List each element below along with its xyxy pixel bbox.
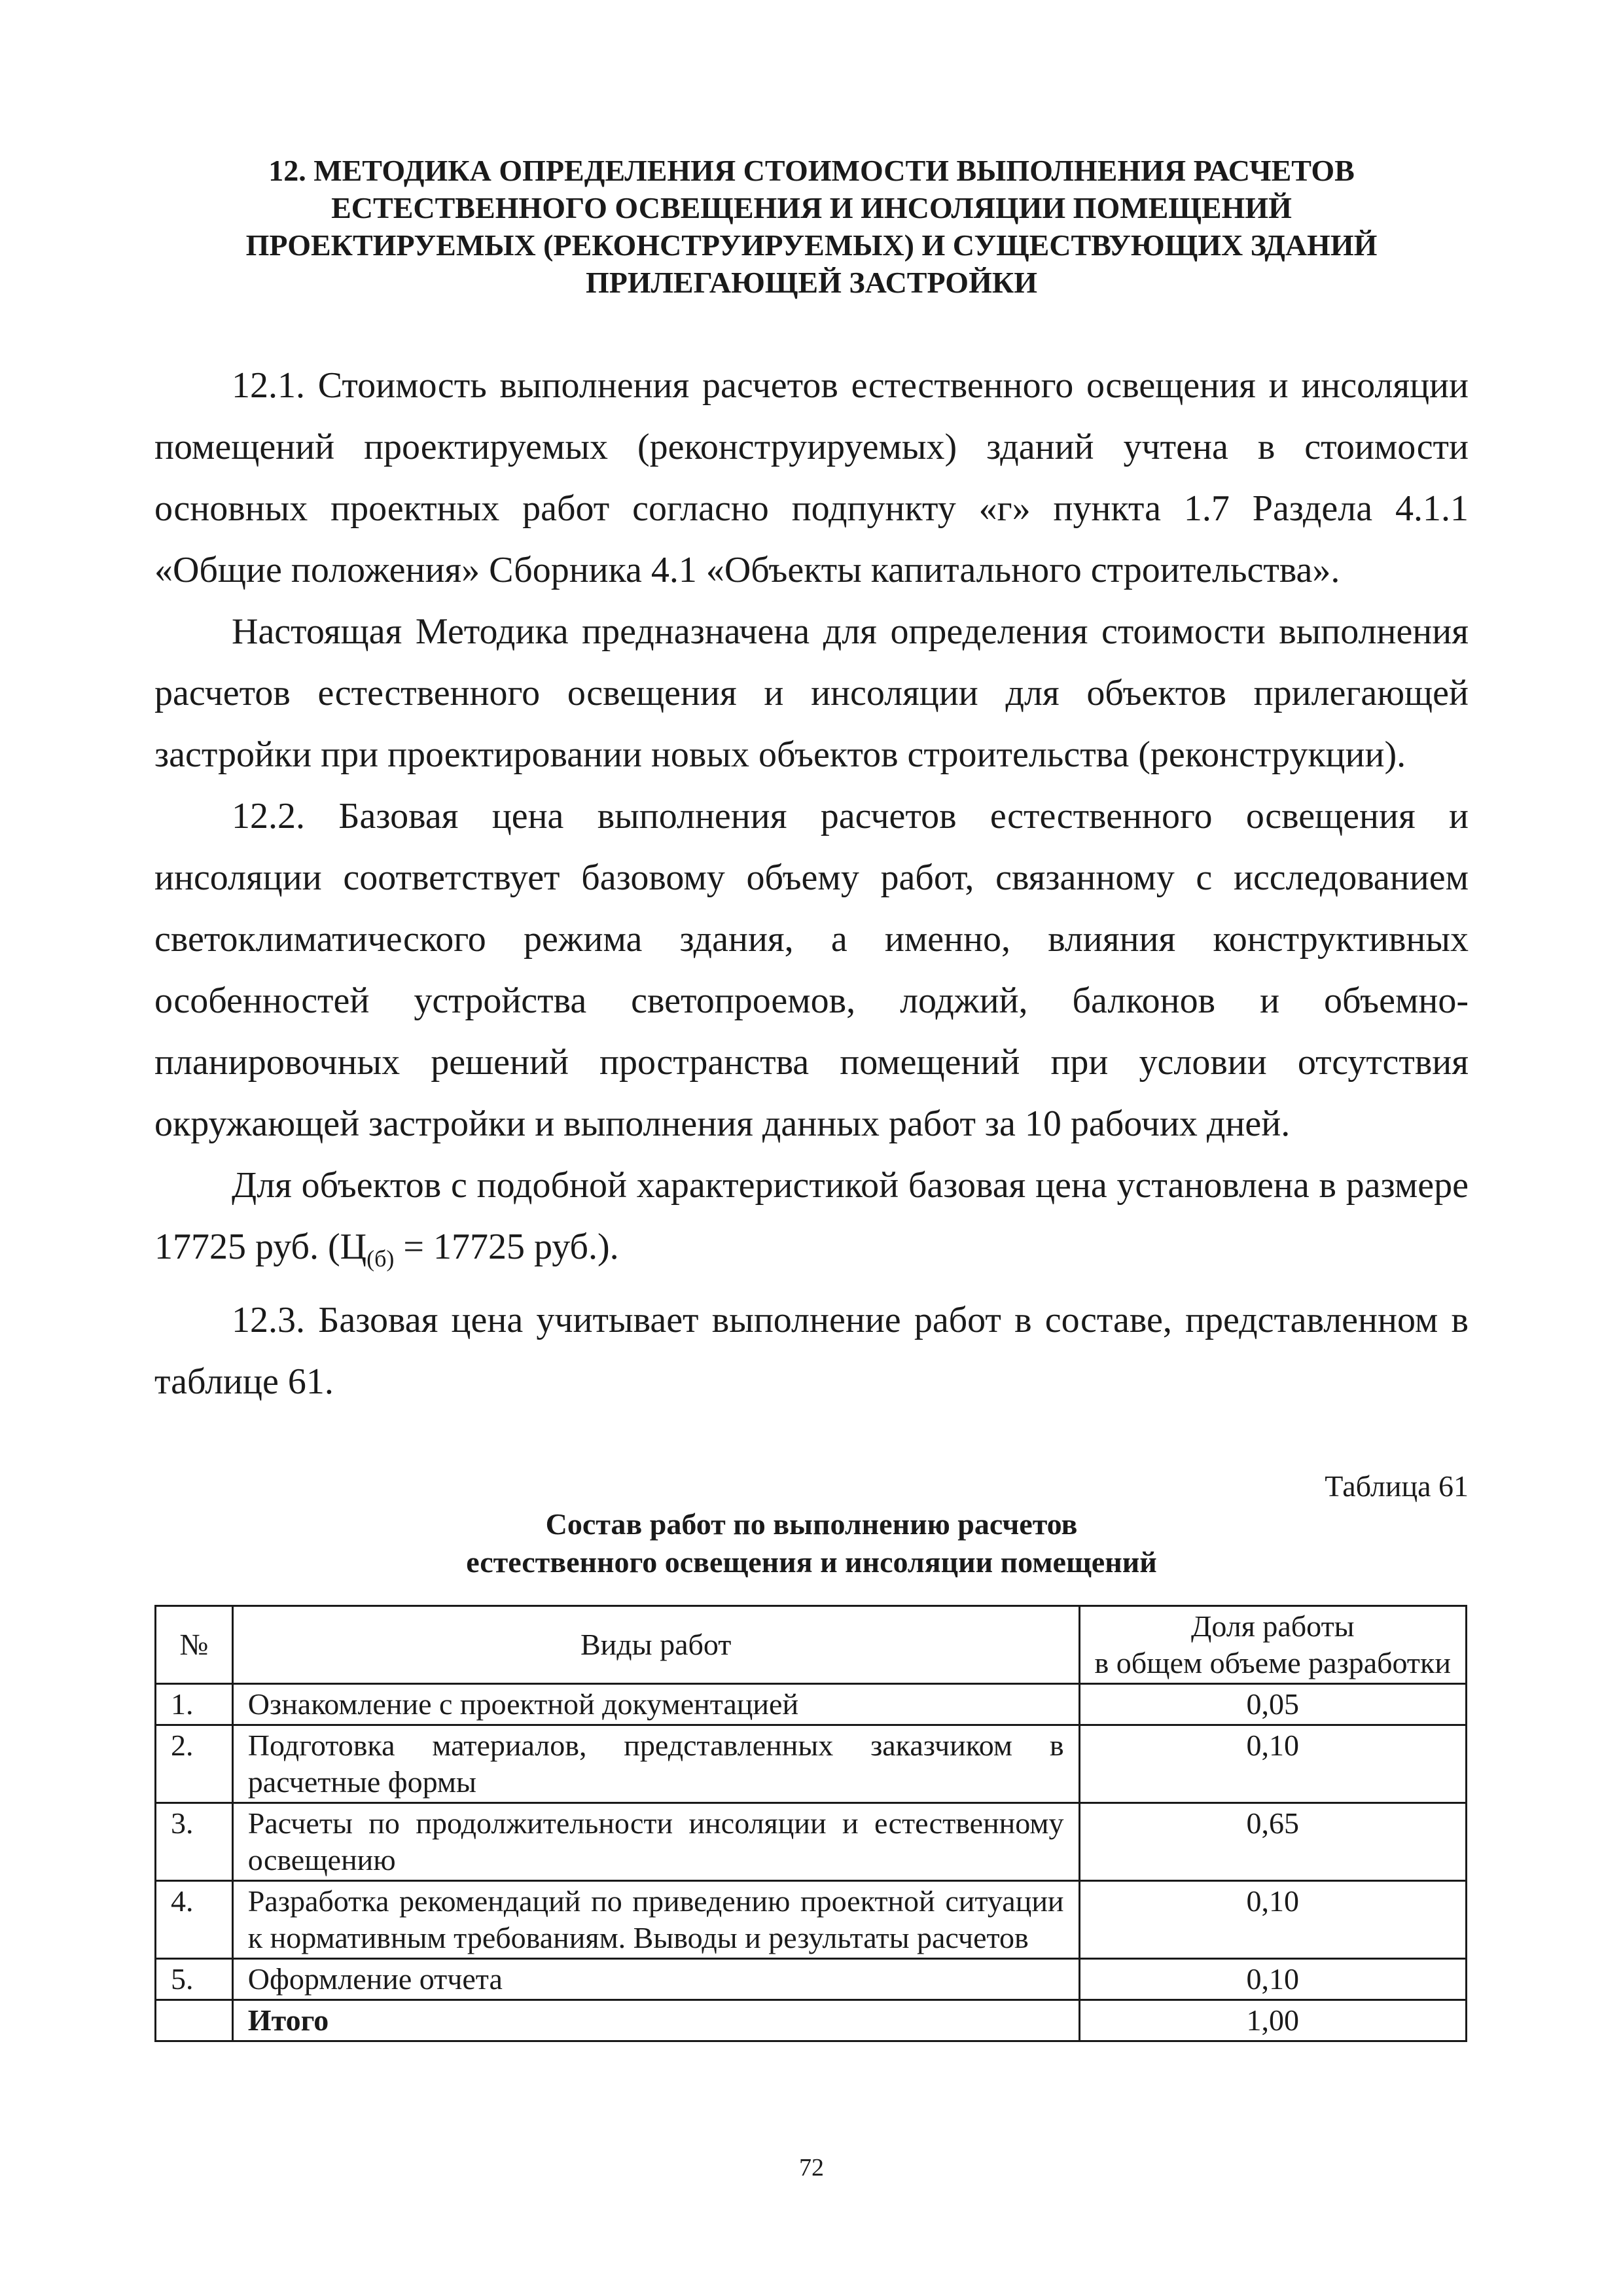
row-share: 0,05: [1079, 1684, 1466, 1725]
row-share: 0,65: [1079, 1803, 1466, 1881]
table-title-line: Состав работ по выполнению расчетов: [545, 1507, 1078, 1541]
header-share-line: в общем объеме разработки: [1094, 1646, 1451, 1679]
row-num: 2.: [156, 1725, 233, 1803]
heading-line: ПРОЕКТИРУЕМЫХ (РЕКОНСТРУИРУЕМЫХ) И СУЩЕСТВУЮЩИХ ЗДАНИЙ: [245, 228, 1378, 262]
table-row: [156, 1725, 1467, 1803]
row-work: Разработка рекомендаций по приведению проектной ситуации к нормативным требованиям. Выводы и результаты расчетов: [232, 1881, 1079, 1959]
base-price-text: Для объектов с подобной характеристикой базовая цена установлена в размере 17725 руб. (Ц: [154, 1165, 1469, 1267]
row-work: Ознакомление с проектной документацией: [232, 1684, 1079, 1725]
table-caption: [154, 1467, 1469, 1581]
table-title: [154, 1505, 1469, 1581]
total-share: 1,00: [1079, 2000, 1466, 2041]
page-number: 72: [799, 2154, 824, 2181]
row-share: 0,10: [1079, 1725, 1466, 1803]
table-row: [156, 1881, 1467, 1959]
section-heading: [154, 152, 1469, 301]
paragraph-methodology-purpose: Настоящая Методика предназначена для определения стоимости выполнения расчетов естественного освещения и инсоляции для объектов прилегающей застройки при проектировании новых объектов строительства (реконструкции).: [154, 611, 1469, 775]
base-price-subscript: (б): [366, 1246, 395, 1272]
table-row: [156, 1684, 1467, 1725]
row-num: 5.: [156, 1959, 233, 2000]
body-text: [154, 355, 1469, 1412]
paragraph-12-3: 12.3. Базовая цена учитывает выполнение работ в составе, представленном в таблице 61.: [154, 1300, 1469, 1403]
row-work: Оформление отчета: [232, 1959, 1079, 2000]
table-header-row: [156, 1606, 1467, 1684]
table-total-row: [156, 2000, 1467, 2041]
table-row: [156, 1803, 1467, 1881]
row-num: 3.: [156, 1803, 233, 1881]
total-num: [156, 2000, 233, 2041]
heading-line: ЕСТЕСТВЕННОГО ОСВЕЩЕНИЯ И ИНСОЛЯЦИИ ПОМЕЩЕНИЙ: [331, 191, 1292, 224]
table-title-line: естественного освещения и инсоляции помещений: [466, 1545, 1157, 1579]
row-share: 0,10: [1079, 1881, 1466, 1959]
row-work: Подготовка материалов, представленных заказчиком в расчетные формы: [232, 1725, 1079, 1803]
works-table: [154, 1605, 1467, 2042]
row-num: 4.: [156, 1881, 233, 1959]
paragraph-12-2: 12.2. Базовая цена выполнения расчетов естественного освещения и инсоляции соответствует базовому объему работ, связанному с исследованием светоклиматического режима здания, а именно, влияния конструктивных особенностей устройства светопроемов, лоджий, балконов и объемно-планировочных решений пространства помещений при условии отсутствия окружающей застройки и выполнения данных работ за 10 рабочих дней.: [154, 796, 1469, 1144]
total-label: Итого: [232, 2000, 1079, 2041]
row-share: 0,10: [1079, 1959, 1466, 2000]
header-work: Виды работ: [232, 1606, 1079, 1684]
heading-line: ПРИЛЕГАЮЩЕЙ ЗАСТРОЙКИ: [586, 266, 1037, 299]
base-price-value: = 17725 руб.).: [394, 1227, 619, 1267]
table-row: [156, 1959, 1467, 2000]
header-share-line: Доля работы: [1190, 1609, 1355, 1643]
table-number: Таблица 61: [1325, 1469, 1469, 1503]
row-num: 1.: [156, 1684, 233, 1725]
paragraph-12-1: 12.1. Стоимость выполнения расчетов естественного освещения и инсоляции помещений проектируемых (реконструируемых) зданий учтена в стоимости основных проектных работ согласно подпункту «г» пункта 1.7 Раздела 4.1.1 «Общие положения» Сборника 4.1 «Объекты капитального строительства».: [154, 365, 1469, 590]
header-num: №: [156, 1606, 233, 1684]
header-share: [1079, 1606, 1466, 1684]
heading-line: 12. МЕТОДИКА ОПРЕДЕЛЕНИЯ СТОИМОСТИ ВЫПОЛНЕНИЯ РАСЧЕТОВ: [268, 154, 1355, 187]
row-work: Расчеты по продолжительности инсоляции и естественному освещению: [232, 1803, 1079, 1881]
paragraph-base-price: [154, 1155, 1469, 1289]
